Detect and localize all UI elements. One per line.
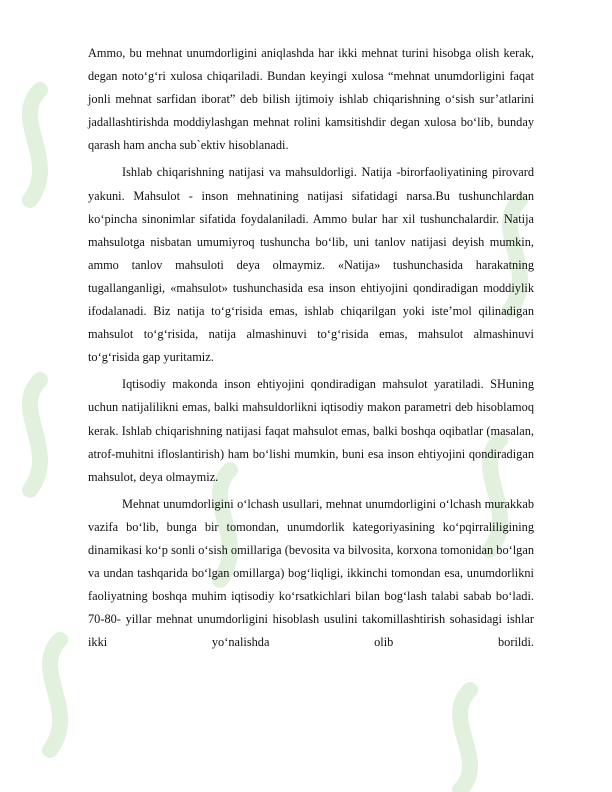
paragraph-4: Mehnat unumdorligini o‘lchash usullari, mehnat unumdorligini o‘lchash murakkab vazifa bo‘lib, bunga bir tomondan, unumdorlik kategoriyasining ko‘pqirraliligining dinamikasi ko‘p sonli o‘sish omillariga (bevosita va bilvosita, korxona tomonidan bo‘lgan va undan tashqarida bo‘lgan omillarga) bog‘liqligi, ikkinchi tomondan esa, unumdorlikni faoliyatning boshqa muhim iqtisodiy ko‘rsatkichlari bilan bog‘lash talabi sabab bo‘ladi. 70-80- yillar mehnat unumdorligini hisoblash usulini takomillashtirish sohasidagi ishlar ikki yo‘nalishda olib borildi. bbox=[88, 496, 534, 650]
document-page bbox=[88, 42, 534, 658]
paragraph-3: Iqtisodiy makonda inson ehtiyojini qondiradigan mahsulot yaratiladi. SHuning uchun natijalilikni emas, balki mahsuldorlikni iqtisodiy makon parametri deb hisoblamoq kerak. Ishlab chiqarishning natijasi faqat mahsulot emas, balki boshqa oqibatlar (masalan, atrof-muhitni ifloslantirish) ham bo‘lishi mumkin, buni esa inson ehtiyojini qondiradigan mahsulot, deya olmaymiz. bbox=[88, 377, 534, 484]
paragraph-1: Ammo, bu mehnat unumdorligini aniqlashda har ikki mehnat turini hisobga olish kerak, degan noto‘g‘ri xulosa chiqariladi. Bundan keyingi xulosa “mehnat unumdorligini faqat jonli mehnat sarfidan iborat” deb bilish ijtimoiy ishlab chiqarishning o‘sish sur’atlarini jadallashtirishda moddiylashgan mehnat rolini kamsitishdir degan xulosa bo‘lib, bunday qarash ham ancha sub`ektiv hisoblanadi. bbox=[88, 46, 534, 153]
paragraph-2: Ishlab chiqarishning natijasi va mahsuldorligi. Natija -birorfaoliyatining pirovard yakuni. Mahsulot - inson mehnatining natijasi sifatidagi narsa.Bu tushunchlardan ko‘pincha sinonimlar sifatida foydalaniladi. Ammo bular har xil tushunchalardir. Natija mahsulotga nisbatan umumiyroq tushuncha bo‘lib, uni tanlov natijasi deyish mumkin, ammo tanlov mahsuloti deya olmaymiz. «Natija» tushunchasida harakatning tugallanganligi, «mahsulot» tushunchasida esa inson ehtiyojini qondiradigan moddiylik ifodalanadi. Biz natija to‘g‘risida emas, ishlab chiqarilgan yoki iste’mol qilinadigan mahsulot to‘g‘risida, natija almashinuvi to‘g‘risida emas, mahsulot almashinuvi to‘g‘risida gap yuritamiz. bbox=[88, 165, 534, 365]
